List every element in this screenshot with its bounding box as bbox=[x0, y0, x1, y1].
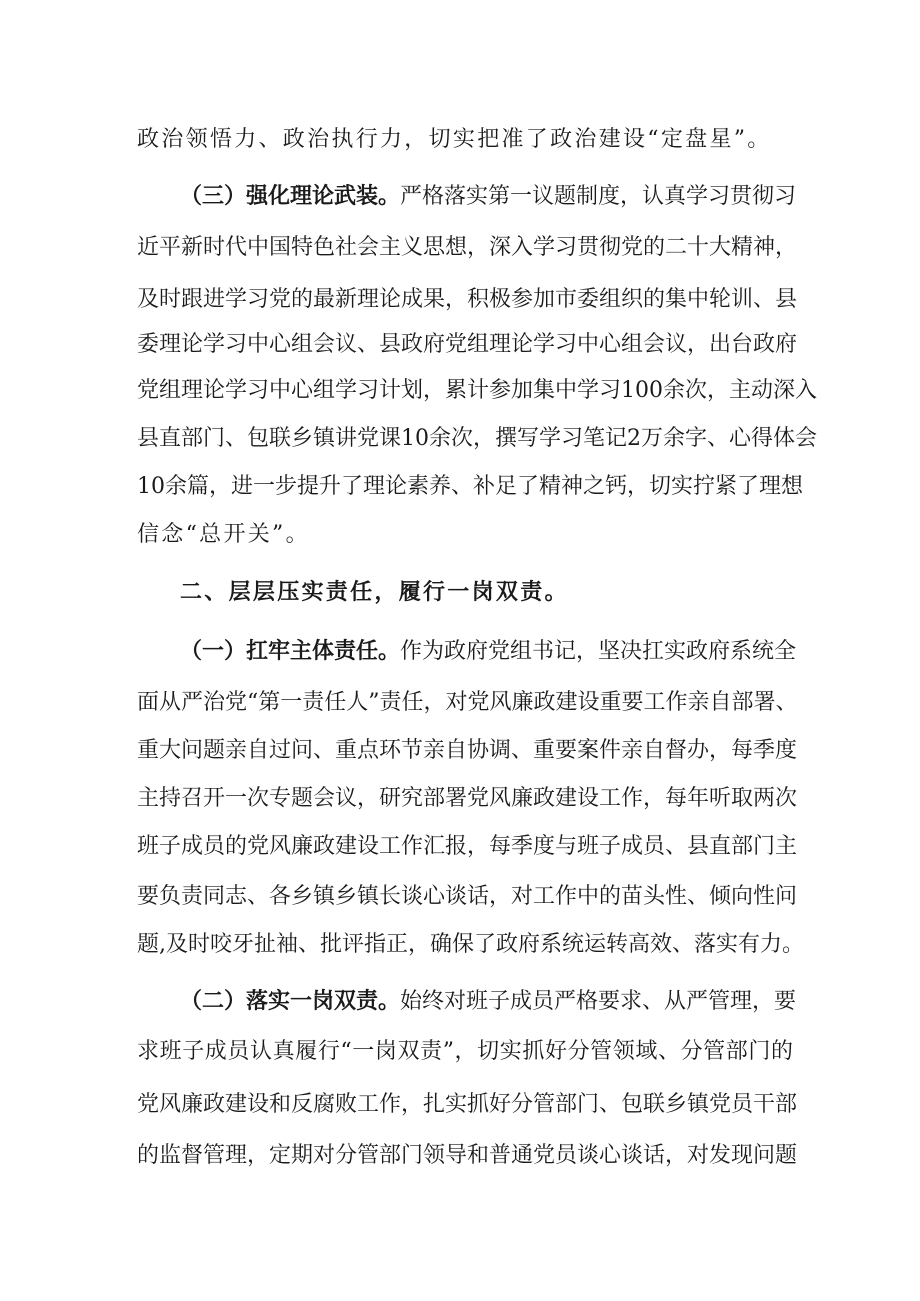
para-theory-line-1 bbox=[180, 181, 797, 212]
para-theory-line-4: 委理论学习中心组会议、县政府党组理论学习中心组会议，出台政府 bbox=[137, 332, 798, 357]
para-theory-line-6: 县直部门、包联乡镇讲党课10余次，撰写学习笔记2万余字、心得体会 bbox=[137, 426, 817, 451]
para-main-resp-line-7: 题,及时咬牙扯袖、批评指正，确保了政府系统运转高效、落实有力。 bbox=[137, 932, 804, 957]
para-main-resp-line-6: 要负责同志、各乡镇乡镇长谈心谈话，对工作中的苗头性、倾向性问 bbox=[137, 884, 798, 909]
para-theory-line-5: 党组理论学习中心组学习计划，累计参加集中学习100余次，主动深入 bbox=[137, 378, 817, 403]
para-one-post-line-2: 求班子成员认真履行“一岗双责”，切实抓好分管领域、分管部门的 bbox=[137, 1039, 793, 1064]
para-main-resp-text-1: 作为政府党组书记，坚决扛实政府系统全 bbox=[400, 639, 797, 664]
para-main-resp-line-3: 重大问题亲自过问、重点环节亲自协调、重要案件亲自督办，每季度 bbox=[137, 738, 798, 763]
para-theory-line-2: 近平新时代中国特色社会主义思想，深入学习贯彻党的二十大精神， bbox=[137, 235, 798, 260]
para-one-post-text-1: 始终对班子成员严格要求、从严管理，要 bbox=[400, 989, 797, 1014]
para-theory-line-3: 及时跟进学习党的最新理论成果，积极参加市委组织的集中轮训、县 bbox=[137, 287, 798, 312]
para-theory-text-1: 严格落实第一议题制度，认真学习贯彻习 bbox=[400, 184, 797, 209]
para-one-post-line-1 bbox=[180, 986, 797, 1017]
para-main-resp-line-1 bbox=[180, 636, 797, 667]
para-theory-heading: （三）强化理论武装。 bbox=[180, 183, 401, 209]
section-two-heading: 二、层层压实责任，履行一岗双责。 bbox=[180, 579, 569, 605]
para-main-resp-line-5: 班子成员的党风廉政建设工作汇报，每季度与班子成员、县直部门主 bbox=[137, 834, 798, 859]
para-main-resp-line-4: 主持召开一次专题会议，研究部署党风廉政建设工作，每年听取两次 bbox=[137, 786, 798, 811]
para-one-post-line-4: 的监督管理，定期对分管部门领导和普通党员谈心谈话，对发现问题 bbox=[137, 1143, 798, 1168]
para-one-post-heading: （二）落实一岗双责。 bbox=[180, 988, 401, 1014]
para-main-resp-line-2: 面从严治党“第一责任人”责任，对党风廉政建设重要工作亲自部署、 bbox=[137, 690, 798, 715]
para-theory-line-7: 10余篇，进一步提升了理论素养、补足了精神之钙，切实拧紧了理想 bbox=[137, 474, 803, 499]
para-theory-line-8: 信念“总开关”。 bbox=[137, 522, 310, 547]
para-one-post-line-3: 党风廉政建设和反腐败工作，扎实抓好分管部门、包联乡镇党员干部 bbox=[137, 1092, 798, 1117]
carryover-line: 政治领悟力、政治执行力，切实把准了政治建设“定盘星”。 bbox=[137, 127, 772, 152]
para-main-resp-heading: （一）扛牢主体责任。 bbox=[180, 638, 401, 664]
